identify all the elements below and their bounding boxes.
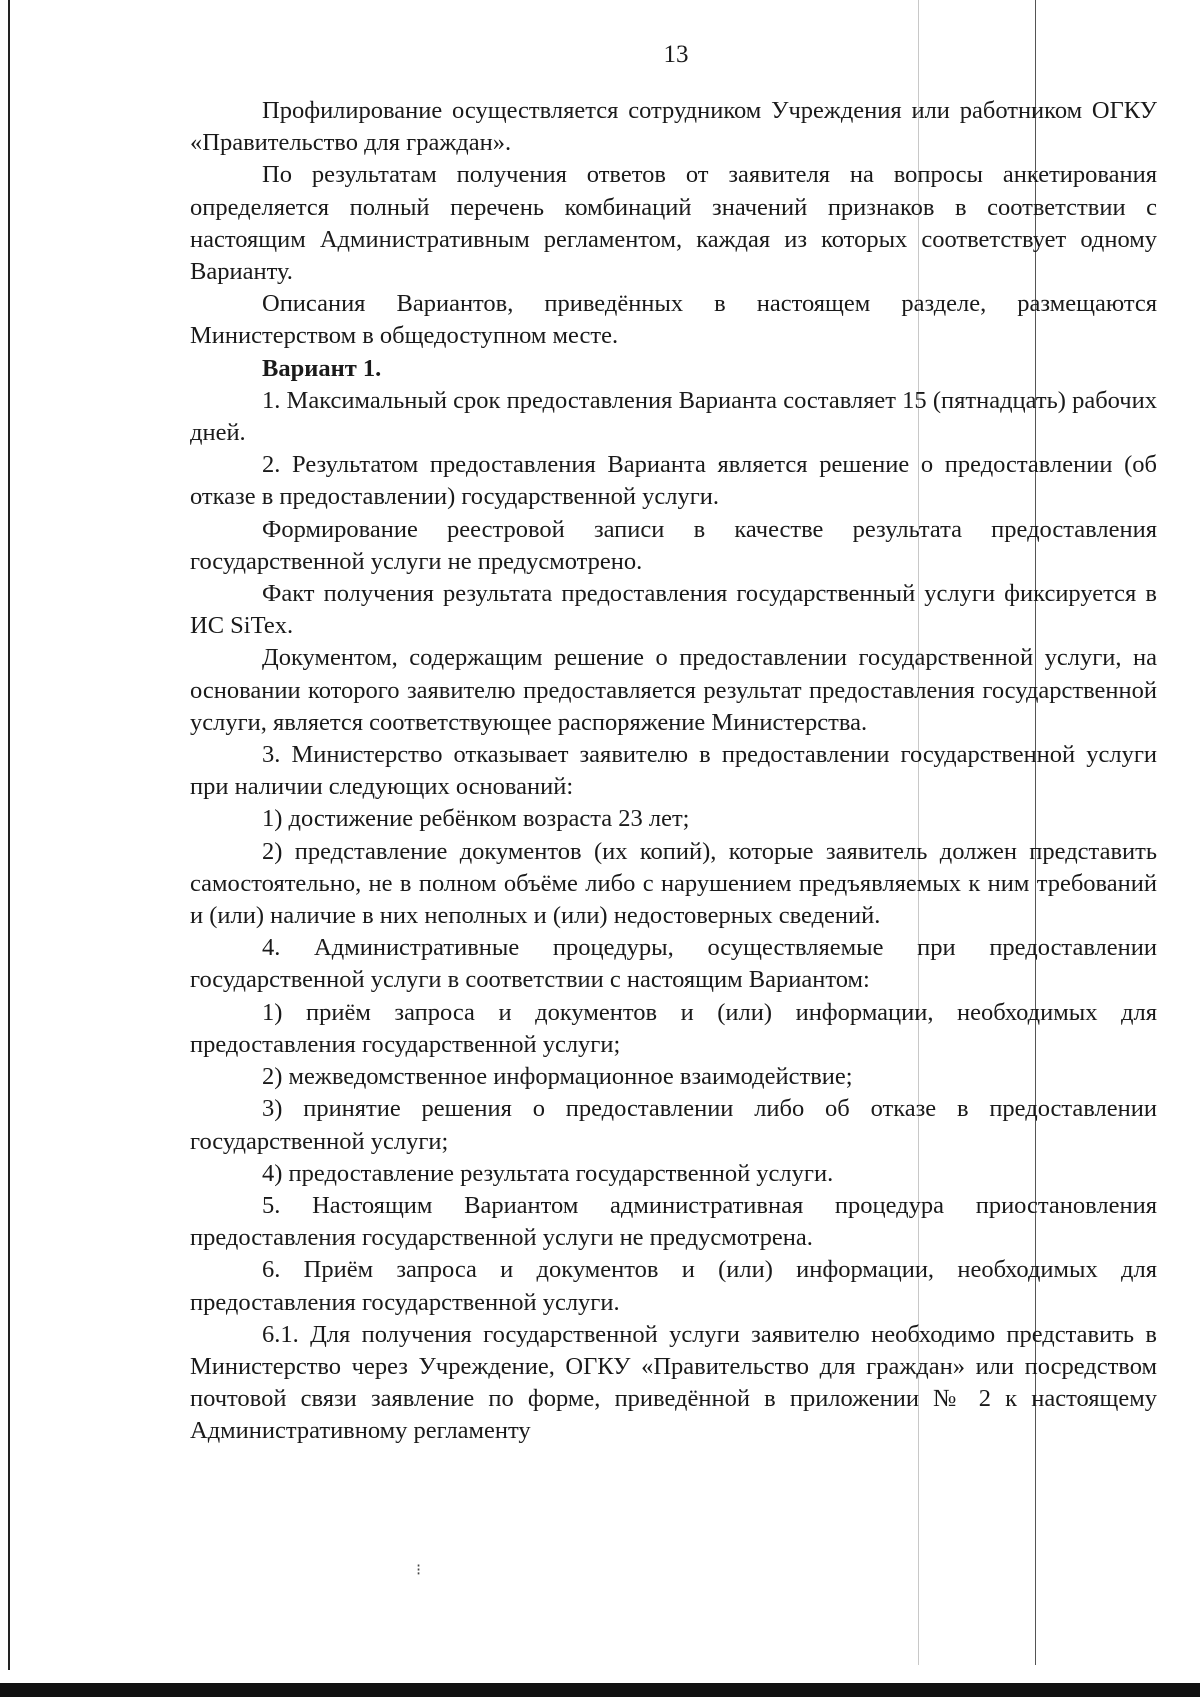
list-item-procedure-2: 2) межведомственное информационное взаимодействие;: [262, 1063, 853, 1091]
scan-left-edge: [8, 0, 10, 1670]
list-item-procedure-1: 1) приём запроса и документов и (или) информации, необходимых для предоставления государственной услуги;: [190, 998, 1157, 1058]
list-item-refusal-1: 1) достижение ребёнком возраста 23 лет;: [262, 805, 690, 833]
section-heading-variant-1: Вариант 1.: [262, 354, 382, 382]
list-item-procedure-3: 3) принятие решения о предоставлении либо об отказе в предоставлении государственной услуги;: [190, 1095, 1157, 1155]
paragraph-application-submission: 6.1. Для получения государственной услуги заявителю необходимо представить в Министерство через Учреждение, ОГКУ «Правительство для граждан» или посредством почтовой связи заявление по форме, приведённой в приложении № 2 к настоящему Административному регламенту: [190, 1320, 1157, 1445]
paragraph-variant-descriptions: Описания Вариантов, приведённых в настоящем разделе, размещаются Министерством в общедоступном месте.: [190, 290, 1157, 350]
list-item-procedure-4: 4) предоставление результата государственной услуги.: [262, 1159, 834, 1187]
document-body: [190, 95, 1157, 1448]
paragraph-result: 2. Результатом предоставления Варианта является решение о предоставлении (об отказе в предоставлении) государственной услуги.: [190, 451, 1157, 511]
paragraph-decision-document: Документом, содержащим решение о предоставлении государственной услуги, на основании которого заявителю предоставляется результат предоставления государственной услуги, является соответствующее распоряжение Министерства.: [190, 644, 1157, 736]
paragraph-max-term: 1. Максимальный срок предоставления Варианта составляет 15 (пятнадцать) рабочих дней.: [190, 386, 1157, 447]
paragraph-questionnaire: По результатам получения ответов от заявителя на вопросы анкетирования определяется полный перечень комбинаций значений признаков в соответствии с настоящим Административным регламентом, каждая из которых соответствует одному Варианту.: [190, 161, 1157, 286]
paragraph-request-intake: 6. Приём запроса и документов и (или) информации, необходимых для предоставления государственной услуги.: [190, 1256, 1157, 1316]
page-number: 13: [663, 41, 689, 68]
paragraph-result-fixation: Факт получения результата предоставления государственный услуги фиксируется в ИС SiTex.: [190, 580, 1157, 640]
list-item-refusal-2: 2) представление документов (их копий), которые заявитель должен представить самостоятельно, не в полном объёме либо с нарушением предъявляемых к ним требований и (или) наличие в них неполных и (или) недостоверных сведений.: [190, 837, 1157, 930]
scan-bottom-edge: [0, 1683, 1200, 1697]
paragraph-suspension: 5. Настоящим Вариантом административная процедура приостановления предоставления государственной услуги не предусмотрена.: [190, 1191, 1157, 1252]
scan-speck: ⁝: [416, 1562, 422, 1579]
paragraph-registry-record: Формирование реестровой записи в качестве результата предоставления государственной услуги не предусмотрено.: [190, 515, 1157, 575]
paragraph-admin-procedures: 4. Административные процедуры, осуществляемые при предоставлении государственной услуги в соответствии с настоящим Вариантом:: [190, 934, 1157, 994]
paragraph-profiling: Профилирование осуществляется сотрудником Учреждения или работником ОГКУ «Правительство для граждан».: [190, 97, 1157, 157]
paragraph-refusal-grounds: 3. Министерство отказывает заявителю в предоставлении государственной услуги при наличии следующих оснований:: [190, 741, 1157, 801]
